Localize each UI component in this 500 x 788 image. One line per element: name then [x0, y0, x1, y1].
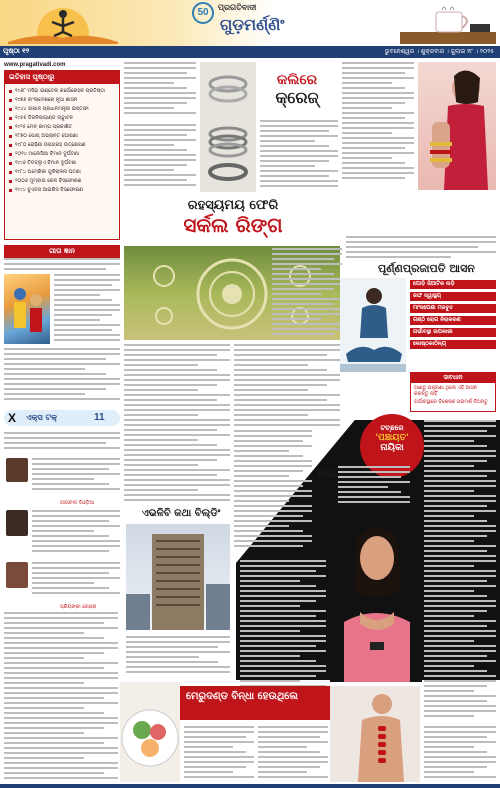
x-logo-icon: X [8, 411, 17, 425]
xtalk-header [4, 410, 120, 426]
actress-tag-line2: 'ପଞ୍ଚାୟତ' [375, 433, 409, 443]
coffee-cup-icon [400, 2, 496, 44]
yoga-caution-title: ସାବଧାନ [411, 373, 495, 383]
bangles-right-text [260, 120, 338, 194]
history-item: ୧୯୪୪ ଜାପାନ ପ୍ରଧାନମନ୍ତ୍ରୀ ଇସ୍ତଫା [9, 106, 115, 112]
bangles-continued-text [342, 62, 414, 190]
spine-body-text-3 [424, 726, 496, 784]
building-body-text [234, 430, 312, 550]
circle-ring-headline [124, 198, 342, 237]
bangles-headline-line2: କ୍ରେଜ୍ [275, 88, 319, 107]
history-item: ୧୯୯୪ ବୁଏନସ ଆଇରିସ ବିସ୍ଫୋରଣ [9, 187, 115, 193]
krishna-arjuna-image [4, 274, 50, 344]
yoga-intro-text [346, 236, 496, 262]
spine-headline: ମେରୁଦଣ୍ଡ ବିନ୍ଧା ହେଉଥିଲେ [186, 691, 299, 702]
bangles-body-text [124, 124, 196, 194]
history-item: ୧୯୬୮ ମସିହା ଇଣ୍ଟେଲ କର୍ପୋରେସନ ପ୍ରତିଷ୍ଠା [9, 88, 115, 94]
bangles-image [200, 62, 256, 192]
bangles-headline [262, 72, 332, 108]
anniversary-logo: 50 [192, 2, 214, 24]
xtalk-number: 11 [94, 412, 105, 423]
spine-body-text-1 [184, 726, 254, 784]
yoga-benefit: ପୋଡ଼ି ଜିଆଟିକ ନାଡ଼ି [410, 280, 496, 289]
history-title: ଇତିହାସ ପୃଷ୍ଠାରୁ [5, 71, 119, 84]
gita-verse-text [54, 274, 120, 346]
website-url[interactable]: www.pragativadi.com [4, 62, 66, 68]
history-item: ୨୦୦୬ ମୁମ୍ବାଇ ରେଳ ବିସ୍ଫୋରଣ [9, 178, 115, 184]
yoga-caution-item: ଗର୍ଭାବସ୍ଥାରେ ବିଶେଷଜ୍ଞ ପରାମର୍ଶ ନିଅନ୍ତୁ [414, 399, 488, 405]
actress-right-text [424, 420, 496, 720]
xtalk-post-4 [32, 562, 120, 602]
spine-pain-image [330, 686, 420, 782]
yoga-benefit: ଗର୍ଭାବସ୍ଥା ଉପକାରୀ [410, 328, 496, 337]
history-box [4, 70, 120, 240]
food-plate-image [120, 682, 180, 782]
history-item: ୧୮୭୦ ପୋପ୍ ଅଭ୍ରାନ୍ତ ଘୋଷଣା [9, 133, 115, 139]
actress-tag-line3: ନାୟିକା [380, 443, 404, 453]
page-label: ପୃଷ୍ଠା ୧୨ [3, 47, 30, 55]
masthead-title: ଗୁଡ଼ମର୍ଣ୍ଣିଂ [220, 15, 285, 34]
actress-tag-line1: ଟଚ୍ଛରେ [380, 424, 404, 432]
history-item: ୨୦୧୪ ମାଲେସିଆ ବିମାନ ଦୁର୍ଘଟଣା [9, 151, 115, 157]
gita-explanation-text [4, 348, 120, 404]
history-item: ୧୯୮୪ ଅମେରିକା ଗୁଳିଚାଳନା ଘଟଣା [9, 169, 115, 175]
history-item: ୧୯୨୫ ମେନ୍ କାମ୍ପ ପ୍ରକାଶିତ [9, 124, 115, 130]
building-image [126, 524, 230, 630]
yoga-steps-text [272, 248, 342, 340]
history-item: ୧୯୯୬ ଟିଡବ୍ଲୁଏ ବିମାନ ଦୁର୍ଘଟଣା [9, 160, 115, 166]
yoga-caution-box [410, 372, 496, 412]
xtalk-post-1 [4, 432, 120, 454]
spine-intro-text [126, 636, 230, 676]
building-headline: ଏଭଳିବି କଥା ବିଲ୍ଡିଂ [141, 508, 221, 519]
bottom-footer-strip [0, 784, 500, 788]
actress-photo [330, 512, 422, 682]
actress-intro-text [338, 466, 410, 510]
bride-hand-image [418, 62, 496, 190]
yoga-benefit: ଗଣ୍ଠି ରୋଗ ନିରାକରଣ [410, 316, 496, 325]
circle-ring-headline-line1: ରହସ୍ୟମୟ ଫେରି [187, 198, 279, 213]
gita-title: ଗୀତା ଜ୍ଞାନ [4, 245, 120, 258]
yoga-benefit: ଜଙ୍ଘ ସ୍ୱାସ୍ଥ୍ୟ [410, 292, 496, 301]
brand-name: ପ୍ରଗତିବାଦୀ [218, 3, 257, 12]
xtalk-post-2 [32, 458, 120, 498]
xtalk-avatar-2 [6, 510, 28, 536]
history-list [5, 84, 119, 193]
circle-ring-body-text [124, 344, 230, 504]
bangles-headline-line1: କଲିରେ [276, 72, 318, 88]
yoga-benefit: ମାଂସପେଶୀ ମଜବୁତ [410, 304, 496, 313]
xtalk-post-3 [32, 510, 120, 558]
spine-headline-bar [180, 686, 330, 720]
yoga-pose-icon [8, 4, 118, 44]
history-item: ୧୯୫୫ ଡିଜନିଲ୍ୟାଣ୍ଡ ଉଦ୍ଘାଟନ [9, 115, 115, 121]
xtalk-title: ଏକ୍ସ ଟକ୍ [26, 413, 57, 422]
xtalk-avatar-1 [6, 458, 28, 482]
bottom-left-text [4, 612, 118, 782]
bangles-intro-text [124, 62, 196, 122]
masthead-banner [0, 0, 500, 46]
yoga-benefit: କୋଷ୍ଠକାଠିନ୍ୟ [410, 340, 496, 349]
yoga-pose-image [340, 278, 406, 372]
yoga-caution-item: ଆଣ୍ଠୁ ଯନ୍ତ୍ରଣା ଥିଲେ ଏହି ଆସନ କରନ୍ତୁ ନାହିଁ [414, 385, 478, 397]
date-line: ଭୁବନେଶ୍ୱର । ଶୁକ୍ରବାର । ଜୁଲାଇ ୧୮ । ୨୦୨୫ [384, 48, 494, 55]
circle-ring-headline-line2: ସର୍କଲ ରିଙ୍ଗ [183, 213, 283, 237]
yoga-title: ପୂର୍ଣ୍ଣପ୍ରଜାପତି ଆସନ [378, 262, 475, 275]
xtalk-author-2: ପ୍ରିୟଙ୍କା ଚୋପ୍ରା [60, 604, 97, 610]
xtalk-author-1: ଗୀତାବଳୀ ଦିଓଡ଼ିଆ [60, 500, 95, 506]
circle-ring-body-text-2 [234, 344, 340, 428]
yoga-benefits-box [410, 280, 496, 370]
history-item: ୧୯୮୦ ରୋହିଣୀ ଉପଗ୍ରହ ଉତ୍କ୍ଷେପଣ [9, 142, 115, 148]
actress-quote-start: ଗୋ [318, 466, 336, 480]
spine-body-text-2 [258, 726, 328, 784]
history-item: ୧୯୭୬ ବାଂଲାଦେଶରେ ନୂଆ ଶାସନ [9, 97, 115, 103]
gita-intro-text [4, 258, 120, 272]
xtalk-avatar-3 [6, 562, 28, 588]
